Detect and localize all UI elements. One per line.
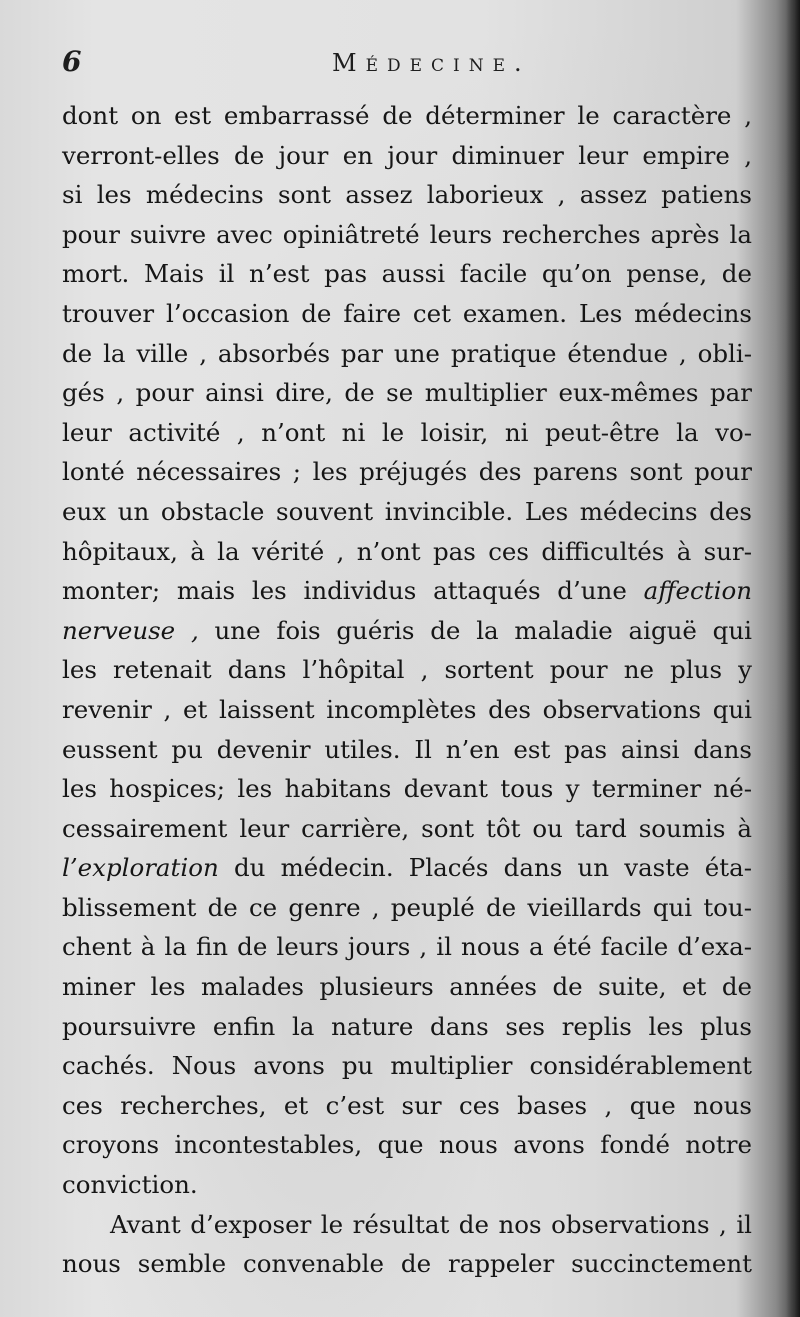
italic-term: nerveuse , <box>62 615 199 645</box>
text-line: les hospices; les habitans devant tous y terminer né- <box>62 774 752 804</box>
text-line: pour suivre avec opiniâtreté leurs recherches après la <box>62 219 752 249</box>
text-line: eux un obstacle souvent invincible. Les médecins des <box>62 496 752 526</box>
text-segment: du médecin. Placés dans un vaste éta- <box>233 853 752 883</box>
text-line: blissement de ce genre , peuplé de vieillards qui tou- <box>62 892 752 922</box>
text-segment: une fois guéris de la maladie aiguë qui <box>214 615 752 645</box>
text-line: de la ville , absorbés par une pratique étendue , obli- <box>62 338 752 368</box>
text-line-mixed <box>62 611 752 651</box>
text-line: mort. Mais il n’est pas aussi facile qu’on pense, de <box>62 259 752 289</box>
text-line: ces recherches, et c’est sur ces bases , que nous <box>62 1090 752 1120</box>
text-line: miner les malades plusieurs années de suite, et de <box>62 972 752 1002</box>
page-edge-shadow <box>786 0 800 1317</box>
page-number: 6 <box>62 45 82 78</box>
body-text <box>62 96 752 1284</box>
text-line: conviction. <box>62 1170 198 1200</box>
text-line: leur activité , n’ont ni le loisir, ni peut-être la vo- <box>62 417 752 447</box>
text-line: revenir , et laissent incomplètes des observations qui <box>62 694 752 724</box>
running-head: Médecine. <box>332 49 531 77</box>
text-line: lonté nécessaires ; les préjugés des parens sont pour <box>62 457 752 487</box>
text-line: si les médecins sont assez laborieux , assez patiens <box>62 180 752 210</box>
text-line: poursuivre enfin la nature dans ses replis les plus <box>62 1011 752 1041</box>
text-line: nous semble convenable de rappeler succinctement <box>62 1249 752 1279</box>
text-line: hôpitaux, à la vérité , n’ont pas ces difficultés à sur- <box>62 536 752 566</box>
text-line: gés , pour ainsi dire, de se multiplier eux-mêmes par <box>62 378 752 408</box>
italic-term: affection <box>643 576 752 606</box>
text-line: cessairement leur carrière, sont tôt ou tard soumis à <box>62 813 752 843</box>
text-line: dont on est embarrassé de déterminer le caractère , <box>62 101 752 130</box>
text-line-mixed <box>62 571 752 611</box>
italic-term: l’exploration <box>62 853 219 883</box>
text-segment: monter; mais les individus attaqués d’une <box>62 576 627 606</box>
text-line: cachés. Nous avons pu multiplier considérablement <box>62 1051 752 1081</box>
text-line: Avant d’exposer le résultat de nos observations , il <box>110 1209 752 1239</box>
text-line: eussent pu devenir utiles. Il n’en est pas ainsi dans <box>62 734 752 764</box>
text-line: les retenait dans l’hôpital , sortent pour ne plus y <box>62 655 752 685</box>
page-header <box>62 45 742 85</box>
text-line: verront-elles de jour en jour diminuer leur empire , <box>62 140 752 170</box>
text-line: chent à la fin de leurs jours , il nous a été facile d’exa- <box>62 932 752 962</box>
text-line: trouver l’occasion de faire cet examen. Les médecins <box>62 298 752 328</box>
text-line: croyons incontestables, que nous avons fondé notre <box>62 1130 752 1160</box>
text-line-mixed <box>62 848 752 888</box>
